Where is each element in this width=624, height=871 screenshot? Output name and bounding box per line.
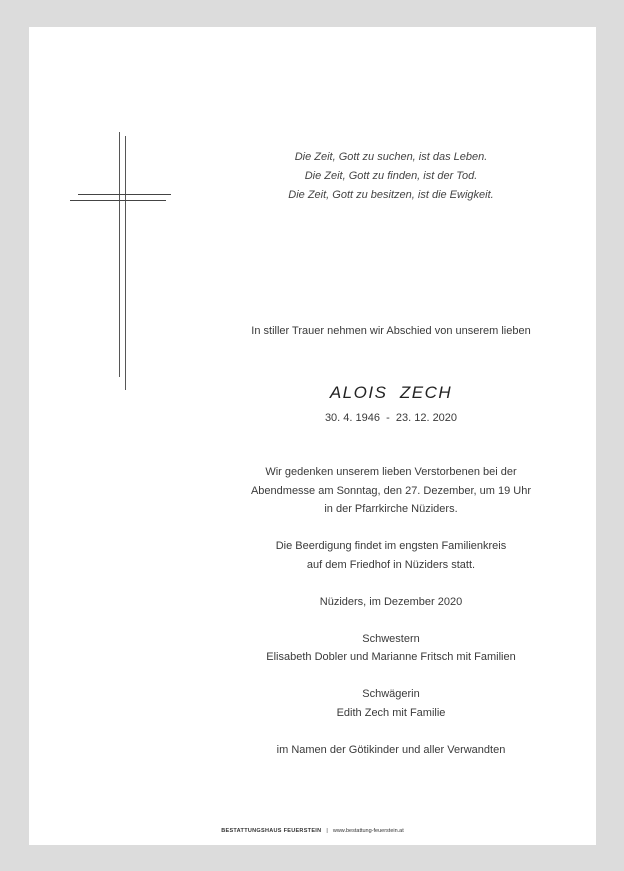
text-line: Schwägerin: [362, 688, 420, 700]
cross-icon: [70, 132, 175, 392]
burial-paragraph: [241, 537, 541, 574]
intro-text: In stiller Trauer nehmen wir Abschied von unserem lieben: [251, 325, 531, 337]
text-line: Abendmesse am Sonntag, den 27. Dezember, um 19 Uhr: [250, 484, 532, 497]
life-dates: 30. 4. 1946 - 23. 12. 2020: [324, 412, 458, 424]
funeral-home-name: BESTATTUNGSHAUS FEUERSTEIN: [221, 828, 322, 834]
footer-separator: |: [326, 828, 328, 834]
text-line: Schwestern: [362, 632, 420, 645]
text-line: Edith Zech mit Familie: [336, 706, 446, 719]
quote-block: [241, 148, 541, 205]
text-line: Elisabeth Dobler und Marianne Fritsch mit Familien: [266, 651, 516, 663]
text-line: im Namen der Götikinder und aller Verwandten: [276, 743, 506, 756]
text-line: Wir gedenken unserem lieben Verstorbenen bei der: [265, 466, 517, 478]
relatives-paragraph: [241, 741, 541, 760]
announcement-body: [241, 463, 541, 778]
quote-line: Die Zeit, Gott zu besitzen, ist die Ewigkeit.: [288, 189, 494, 201]
obituary-sheet: [29, 27, 596, 845]
text-line: in der Pfarrkirche Nüziders.: [324, 503, 458, 515]
quote-line: Die Zeit, Gott zu suchen, ist das Leben.: [294, 151, 488, 163]
text-line: auf dem Friedhof in Nüziders statt.: [306, 558, 476, 571]
sisters-paragraph: [241, 630, 541, 667]
quote-line: Die Zeit, Gott zu finden, ist der Tod.: [304, 170, 478, 182]
text-line: Nüziders, im Dezember 2020: [319, 595, 463, 608]
website-link[interactable]: www.bestattung-feuerstein.at: [332, 828, 404, 834]
footer: [29, 827, 596, 835]
text-line: Die Beerdigung findet im engsten Familienkreis: [275, 540, 507, 552]
place-date-paragraph: [241, 593, 541, 612]
sister-in-law-paragraph: [241, 685, 541, 722]
deceased-name: ALOIS ZECH: [329, 383, 453, 402]
service-paragraph: [241, 463, 541, 519]
